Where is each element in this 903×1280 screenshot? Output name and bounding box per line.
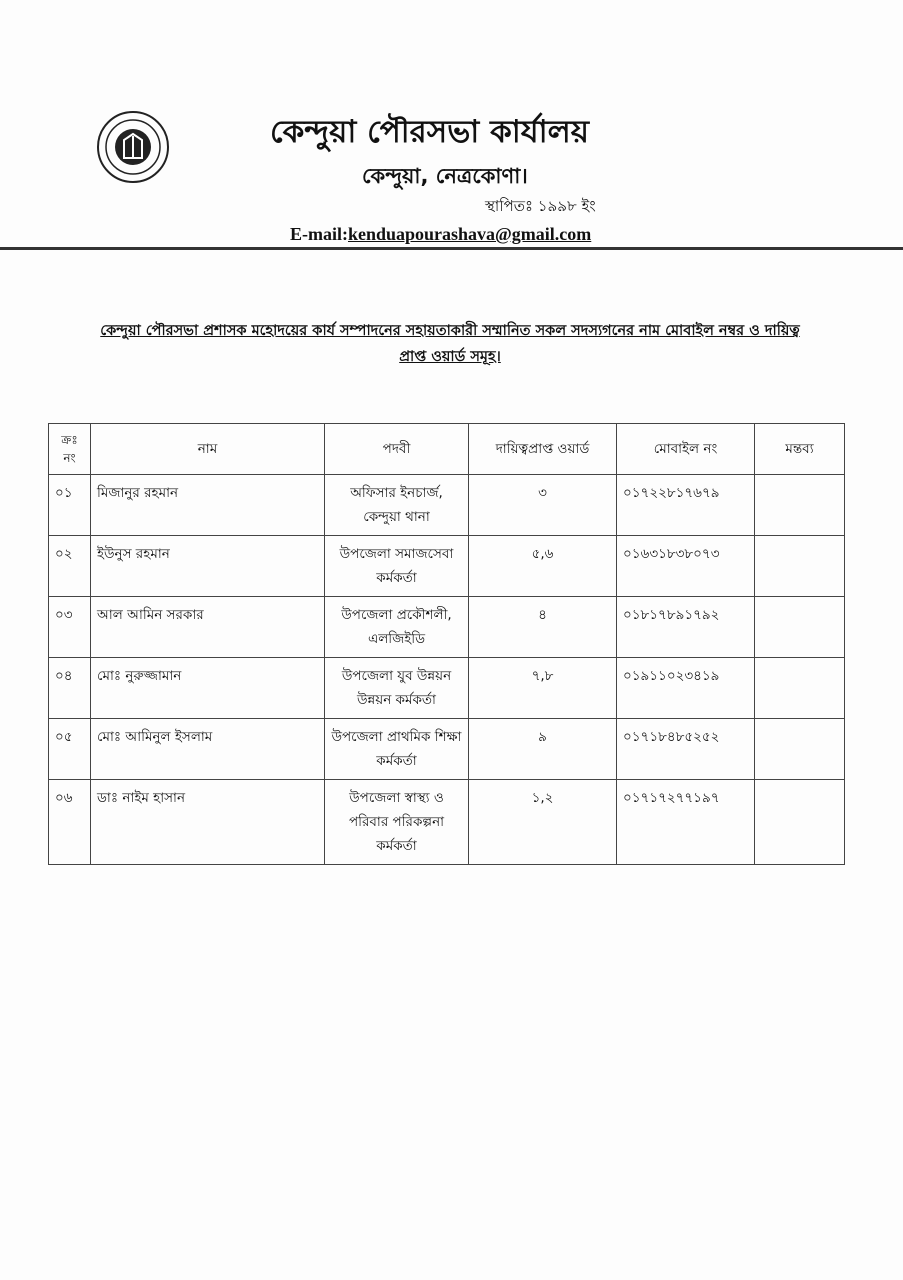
- cell-ward: ৪: [469, 597, 617, 658]
- cell-mobile: ০১৭২২৮১৭৬৭৯: [617, 475, 755, 536]
- cell-mobile: ০১৮১৭৮৯১৭৯২: [617, 597, 755, 658]
- cell-mobile: ০১৬৩১৮৩৮০৭৩: [617, 536, 755, 597]
- cell-remark: [755, 597, 845, 658]
- municipality-seal-logo: [96, 110, 170, 184]
- cell-name: মোঃ আমিনুল ইসলাম: [91, 719, 325, 780]
- table-row: [49, 780, 845, 865]
- members-table: [48, 423, 845, 865]
- cell-remark: [755, 658, 845, 719]
- cell-serial: ০৩: [49, 597, 91, 658]
- table-row: [49, 597, 845, 658]
- cell-name: ডাঃ নাইম হাসান: [91, 780, 325, 865]
- cell-designation: উপজেলা স্বাস্থ্য ও পরিবার পরিকল্পনা কর্মকর্তা: [325, 780, 469, 865]
- email-line: [290, 224, 591, 245]
- cell-name: ইউনুস রহমান: [91, 536, 325, 597]
- cell-serial: ০১: [49, 475, 91, 536]
- cell-designation: উপজেলা প্রকৌশলী, এলজিইডি: [325, 597, 469, 658]
- email-label: E-mail:: [290, 224, 348, 244]
- table-row: [49, 475, 845, 536]
- cell-name: মোঃ নুরুজ্জামান: [91, 658, 325, 719]
- established-year: স্থাপিতঃ ১৯৯৮ ইং: [485, 197, 596, 215]
- cell-remark: [755, 536, 845, 597]
- cell-serial: ০৬: [49, 780, 91, 865]
- cell-ward: ৯: [469, 719, 617, 780]
- cell-designation: উপজেলা সমাজসেবা কর্মকর্তা: [325, 536, 469, 597]
- table-header-row: [49, 424, 845, 475]
- cell-ward: ৩: [469, 475, 617, 536]
- col-name: নাম: [91, 424, 325, 475]
- cell-mobile: ০১৯১১০২৩৪১৯: [617, 658, 755, 719]
- cell-mobile: ০১৭১৭২৭৭১৯৭: [617, 780, 755, 865]
- cell-designation: উপজেলা যুব উন্নয়ন উন্নয়ন কর্মকর্তা: [325, 658, 469, 719]
- email-link[interactable]: kenduapourashava@gmail.com: [348, 224, 592, 244]
- col-designation: পদবী: [325, 424, 469, 475]
- col-remark: মন্তব্য: [755, 424, 845, 475]
- cell-serial: ০৫: [49, 719, 91, 780]
- cell-remark: [755, 719, 845, 780]
- cell-name: আল আমিন সরকার: [91, 597, 325, 658]
- office-title: কেন্দুয়া পৌরসভা কার্যালয়: [270, 114, 589, 150]
- table-row: [49, 719, 845, 780]
- cell-serial: ০২: [49, 536, 91, 597]
- cell-designation: অফিসার ইনচার্জ, কেন্দুয়া থানা: [325, 475, 469, 536]
- cell-name: মিজানুর রহমান: [91, 475, 325, 536]
- col-ward: দায়িত্বপ্রাপ্ত ওয়ার্ড: [469, 424, 617, 475]
- cell-ward: ১,২: [469, 780, 617, 865]
- cell-serial: ০৪: [49, 658, 91, 719]
- cell-remark: [755, 475, 845, 536]
- document-heading: কেন্দুয়া পৌরসভা প্রশাসক মহোদয়ের কার্য সম্পাদনের সহায়তাকারী সম্মানিত সকল সদস্যগনের নাম মোবাইল নম্বর ও দায়িত্ব প্রাপ্ত ওয়ার্ড সমূহ।: [100, 323, 800, 365]
- table-row: [49, 658, 845, 719]
- cell-designation: উপজেলা প্রাথমিক শিক্ষা কর্মকর্তা: [325, 719, 469, 780]
- header-divider: [0, 247, 903, 250]
- col-serial: ক্রঃ নং: [49, 424, 91, 475]
- table-row: [49, 536, 845, 597]
- cell-ward: ৭,৮: [469, 658, 617, 719]
- col-mobile: মোবাইল নং: [617, 424, 755, 475]
- office-location: কেন্দুয়া, নেত্রকোণা।: [362, 164, 528, 188]
- cell-mobile: ০১৭১৮৪৮৫২৫২: [617, 719, 755, 780]
- cell-ward: ৫,৬: [469, 536, 617, 597]
- cell-remark: [755, 780, 845, 865]
